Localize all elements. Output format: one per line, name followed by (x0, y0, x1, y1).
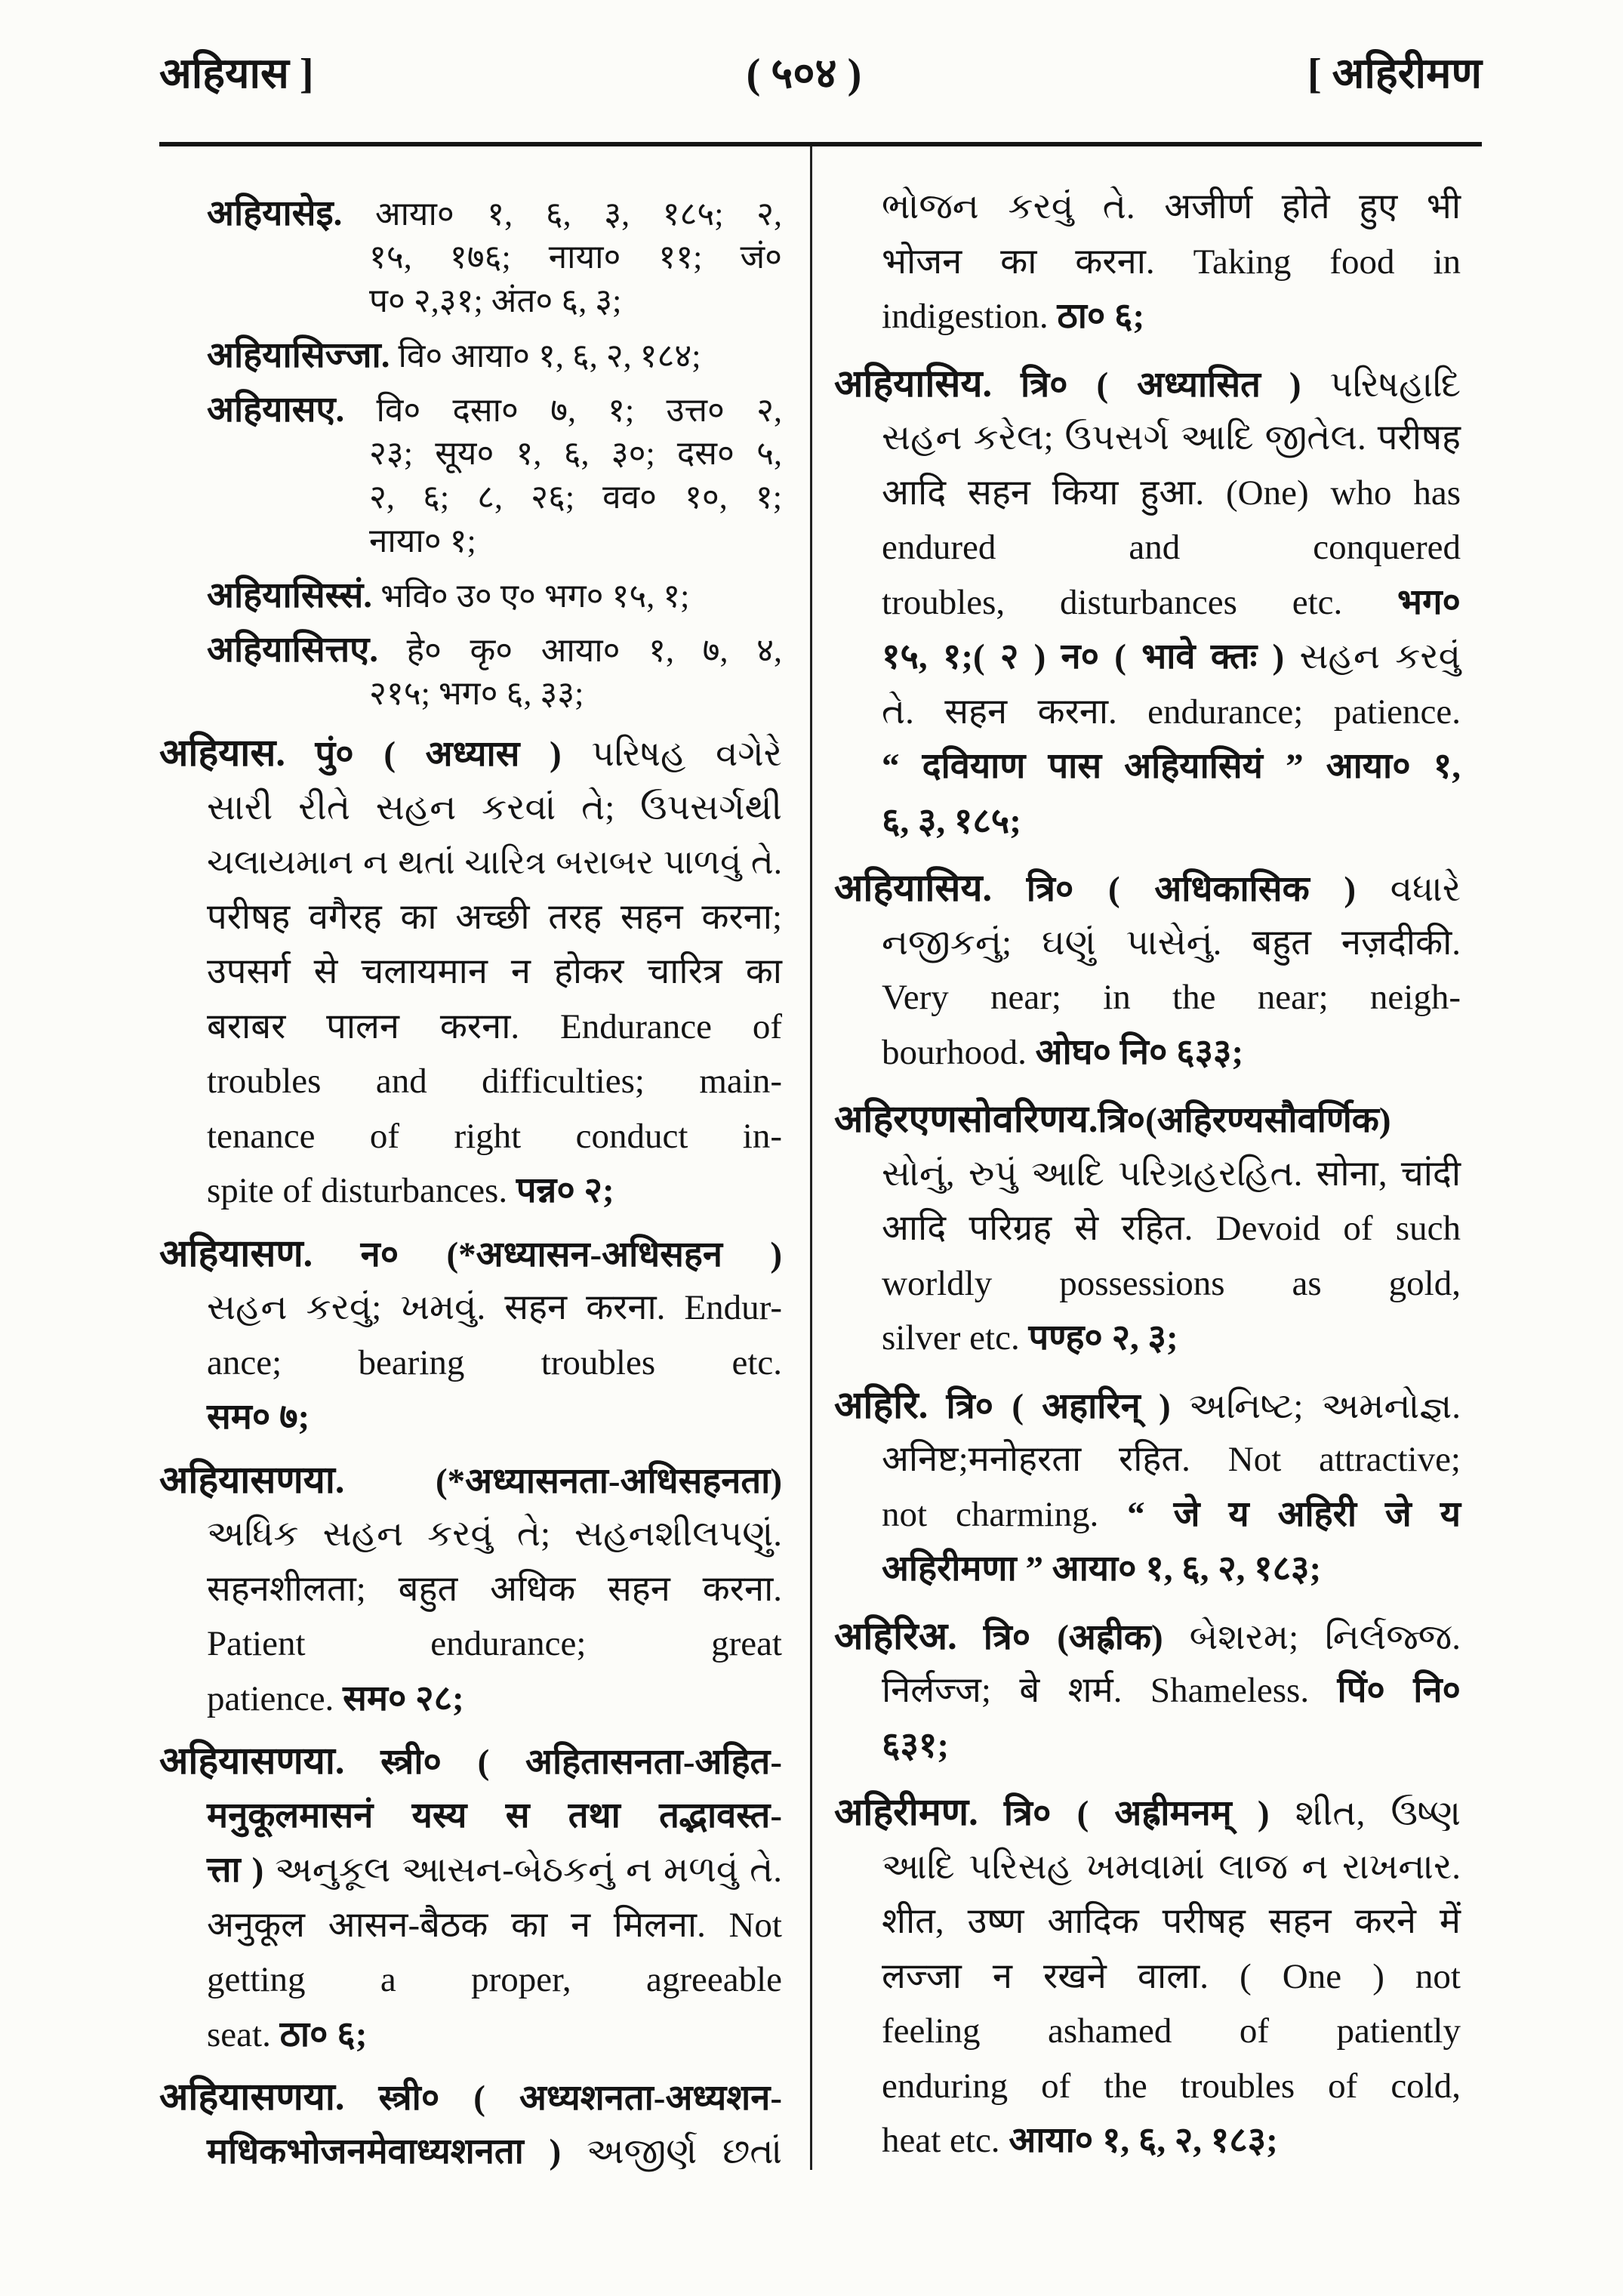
column-divider (810, 146, 812, 2170)
dictionary-entry (159, 1226, 782, 1445)
headword: अहियासण. (159, 1231, 313, 1274)
grammar-citation: ६३१; (882, 1725, 949, 1765)
gloss-text: आया० १, ६, ३, १८५; २, (342, 196, 782, 233)
entry-line (882, 180, 1461, 235)
entry-line (882, 1201, 1461, 1256)
grammar-citation: (*अध्यासनता-अधिसहनता) (344, 1461, 782, 1501)
gloss-text: સારી રીતે સહન કરવાં તે; ઉપસર્ગથી (207, 787, 782, 827)
gloss-text: શીત, ઉષ્ણ (1269, 1794, 1461, 1833)
gloss-text: आदि परिग्रह से रहित. Devoid of such (882, 1209, 1461, 1248)
entry-line (207, 1281, 782, 1336)
grammar-citation: स्त्री० ( अहितासनता-अहित- (344, 1743, 782, 1782)
gloss-text: અધિક સહન કરવું તે; સહનશીલપણું. (207, 1515, 782, 1554)
entry-line (834, 861, 1461, 916)
grammar-citation: स्त्री० ( अध्यशनता-अध्यशन- (344, 2079, 782, 2118)
gloss-text: २३; सूय० १, ६, ३०; दस० ५, (369, 435, 782, 472)
gloss-text: સહન કરવું (1284, 637, 1461, 676)
gloss-text: નજીકનું; ઘણું પાસેનું. बहुत नज़दीकी. (882, 923, 1461, 963)
gloss-text: અનિષ્ટ; અમનોજ્ઞ. (1170, 1386, 1461, 1426)
grammar-citation: पण्ह० २, ३; (1019, 1318, 1178, 1358)
headword: अहियासणया. (159, 2076, 345, 2118)
grammar-citation: पुं० ( अध्यास ) (285, 735, 562, 774)
gloss-text: patience. (207, 1678, 334, 1718)
entry-line (369, 279, 782, 323)
gloss-text: आदि सहन किया हुआ. (One) who has (882, 473, 1461, 513)
entry-line (882, 1256, 1461, 1311)
gloss-text: not charming. (882, 1494, 1099, 1534)
entry-line (207, 2008, 782, 2063)
entry-line (207, 1789, 782, 1844)
dictionary-entry (159, 1453, 782, 1727)
entry-line (207, 890, 782, 945)
entry-line (207, 2125, 782, 2180)
entry-line (207, 1843, 782, 1898)
gloss-text: परीषह वगैरह का अच्छी तरह सहन करना; (207, 897, 782, 937)
gloss-text: Patient endurance; great (207, 1624, 782, 1663)
gloss-text: ભોજન કરવું તે. अजीर्ण होते हुए भी (882, 187, 1461, 227)
entry-line (882, 794, 1461, 849)
grammar-citation: त्रि० (अह्रीक) (956, 1617, 1163, 1657)
entry-line (207, 628, 782, 672)
dictionary-entry (834, 1378, 1461, 1597)
grammar-citation: ६, ३, १८५; (882, 801, 1021, 841)
entry-line (369, 672, 782, 716)
headword: अहियासिज्जा. (207, 336, 390, 375)
gloss-text: બેશરમ; નિર્લજ્જ. (1163, 1617, 1461, 1657)
gloss-text: भोजन का करना. Taking food in (882, 242, 1461, 282)
dictionary-entry (159, 726, 782, 1219)
grammar-citation: “ दवियाण पास अहियासियं ” आया० १, (882, 747, 1461, 786)
gloss-text: नाया० १; (369, 522, 476, 559)
entry-line (834, 1378, 1461, 1433)
entry-line (207, 1616, 782, 1672)
header-rule (159, 142, 1482, 146)
entry-line (882, 1487, 1461, 1542)
gloss-text: સહન કરવું; ખમવું. सहन करना. Endur- (207, 1288, 782, 1327)
entry-line (882, 1840, 1461, 1895)
headword: अहिरएणसोवरिणय. (834, 1098, 1098, 1140)
entry-line (882, 1147, 1461, 1202)
headword: अहियासणया. (159, 1458, 345, 1501)
entry-line (882, 2004, 1461, 2059)
entry-line (834, 356, 1461, 411)
entry-line (882, 235, 1461, 290)
entry-line (207, 1952, 782, 2008)
entry-line (882, 411, 1461, 466)
sub-entry (159, 192, 782, 323)
gloss-text: silver etc. (882, 1318, 1020, 1358)
gloss-text: troubles and difficulties; main- (207, 1062, 782, 1101)
entry-line (882, 685, 1461, 740)
entry-line (882, 1894, 1461, 1949)
gloss-text: २, ६; ८, २६; वव० १०, १; (369, 479, 782, 516)
gloss-text: સહન કરેલ; ઉપસર્ગ આદિ જીતેલ. परीषह (882, 418, 1461, 458)
gloss-text: પરિષહાદિ (1301, 365, 1461, 405)
entry-line (882, 1025, 1461, 1080)
entry-line (207, 388, 782, 432)
entry-line (207, 945, 782, 1000)
grammar-citation: मधिकभोजनमेवाध्यशनता ) (207, 2131, 562, 2171)
entry-line (207, 835, 782, 890)
entry-line (882, 1663, 1461, 1718)
gloss-text: १५, १७६; नाया० ११; जं० (369, 239, 782, 276)
gloss-text: getting a proper, agreeable (207, 1960, 782, 1999)
grammar-citation: ओघ० नि० ६३३; (1026, 1032, 1244, 1072)
headword: अहिरिअ. (834, 1614, 957, 1657)
entry-line (834, 1092, 1461, 1147)
gloss-text: feeling ashamed of patiently (882, 2011, 1461, 2051)
gloss-text: enduring of the troubles of cold, (882, 2066, 1461, 2106)
gloss-text: આદિ પરિસહ ખમવામાં લાજ ન રાખનાર. (882, 1847, 1461, 1887)
entry-line (834, 1785, 1461, 1840)
entry-line (882, 466, 1461, 521)
left-column (159, 192, 782, 2179)
headword: अहियास. (159, 732, 285, 774)
headword: अहियासित्तए. (207, 630, 379, 670)
grammar-citation: त्रि० ( अह्रीमनम् ) (978, 1794, 1270, 1833)
headword: अहियासिय. (834, 362, 993, 405)
gloss-text: endured and conquered (882, 528, 1461, 567)
entry-line (882, 1432, 1461, 1487)
gloss-text: निर्लज्ज; बे शर्म. Shameless. (882, 1671, 1310, 1710)
gloss-text: हे० कृ० आया० १, ७, ४, (378, 632, 782, 669)
gloss-text: seat. (207, 2014, 271, 2054)
headword: अहिरीमण. (834, 1791, 978, 1833)
dictionary-entry (834, 1609, 1461, 1774)
grammar-citation: त्रि० ( अधिकासिक ) (992, 870, 1357, 909)
grammar-citation: “ जे य अहिरी जे य (1098, 1494, 1461, 1534)
entry-line (207, 1507, 782, 1562)
entry-line (207, 334, 782, 378)
entry-line (207, 1336, 782, 1391)
entry-line (834, 1609, 1461, 1664)
gloss-text: tenance of right conduct in- (207, 1116, 782, 1156)
grammar-citation: पन्न० २; (507, 1171, 614, 1210)
entry-line (207, 1672, 782, 1727)
entry-line (159, 1453, 782, 1508)
dictionary-entry (159, 2069, 782, 2179)
gloss-text: bourhood. (882, 1032, 1027, 1072)
entry-line (207, 192, 782, 236)
gloss-text: વધારે (1356, 870, 1461, 909)
grammar-citation: मनुकूलमासनं यस्य स तथा तद्भावस्त- (207, 1795, 782, 1835)
entry-line (207, 1898, 782, 1953)
sub-entry (159, 388, 782, 563)
gloss-text: अनुकूल आसन-बैठक का न मिलना. Not (207, 1905, 782, 1945)
grammar-citation: पिं० नि० (1309, 1671, 1461, 1710)
entry-line (369, 476, 782, 519)
gloss-text: worldly possessions as gold, (882, 1263, 1461, 1303)
gloss-text: प० २,३१; अंत० ६, ३; (369, 282, 622, 319)
gloss-text: troubles, disturbances etc. (882, 582, 1343, 622)
headword: अहियासिय. (834, 867, 993, 909)
gloss-text: वि० दसा० ७, १; उत्त० २, (344, 392, 782, 429)
entry-line (882, 575, 1461, 630)
entry-line (207, 1562, 782, 1617)
gloss-text: सहनशीलता; बहुत अधिक सहन करना. (207, 1569, 782, 1609)
gloss-text: પરિષહ વગેરે (561, 735, 782, 774)
entry-line (882, 739, 1461, 794)
headword: अहिरि. (834, 1383, 929, 1426)
headword: अहियासिस्सं. (207, 576, 373, 615)
entry-line (207, 1054, 782, 1109)
entry-line (207, 574, 782, 618)
grammar-citation: भग० (1342, 582, 1461, 622)
dictionary-entry (159, 1734, 782, 2062)
gloss-text: वि० आया० १, ६, २, १८४; (390, 337, 701, 374)
entry-line (882, 1949, 1461, 2005)
entry-line (207, 1390, 782, 1445)
right-column (834, 180, 1461, 2168)
sub-entry (159, 628, 782, 716)
entry-line (882, 289, 1461, 344)
entry-line (369, 519, 782, 563)
entry-continuation (834, 180, 1461, 344)
gloss-text: heat etc. (882, 2121, 1000, 2160)
grammar-citation: त्रि० ( अहारिन् ) (928, 1386, 1171, 1426)
entry-line (207, 1000, 782, 1055)
gloss-text: ચલાયમાન ન થતાં ચારિત્ર બરાબર પાળવું તે. (207, 843, 782, 881)
entry-line (159, 726, 782, 781)
grammar-citation: त्रि०(अहिरण्यसौवर्णिक) (1098, 1101, 1391, 1140)
entry-line (882, 1718, 1461, 1774)
grammar-citation: सम० ७; (207, 1398, 310, 1437)
dictionary-entry (834, 356, 1461, 849)
grammar-citation: १५, १;( २ ) न० ( भावे क्तः ) (882, 637, 1285, 676)
dictionary-entry (834, 1785, 1461, 2168)
gloss-text: शीत, उष्ण आदिक परीषह सहन करने में (882, 1902, 1461, 1941)
entry-line (207, 781, 782, 836)
page-number: ( ५०४ ) (746, 51, 862, 97)
gloss-text: ance; bearing troubles etc. (207, 1342, 782, 1382)
gloss-text: अनिष्ट;मनोहरता रहित. Not attractive; (882, 1440, 1461, 1479)
entry-line (882, 520, 1461, 575)
entry-line (159, 1226, 782, 1281)
headword: अहियासेइ. (207, 194, 343, 233)
entry-line (882, 970, 1461, 1025)
entry-line (882, 2113, 1461, 2168)
running-head-left: अहियास ] (159, 51, 314, 97)
grammar-citation: न० (*अध्यासन-अधिसहन ) (313, 1234, 782, 1274)
entry-line (159, 2069, 782, 2125)
entry-line (207, 1163, 782, 1219)
headword: अहियासणया. (159, 1740, 345, 1782)
entry-line (882, 2059, 1461, 2114)
gloss-text: સોનું, રુપું આદિ પરિગ્રહરહિત. सोना, चांदी (882, 1154, 1461, 1194)
grammar-citation: ठा० ६; (270, 2014, 368, 2054)
gloss-text: Very near; in the near; neigh- (882, 978, 1461, 1017)
gloss-text: उपसर्ग से चलायमान न होकर चारित्र का (207, 952, 782, 991)
gloss-text: તે. सहन करना. endurance; patience. (882, 692, 1461, 732)
grammar-citation: सम० २८; (334, 1678, 464, 1718)
entry-line (207, 1109, 782, 1164)
grammar-citation: त्रि० ( अध्यासित ) (992, 365, 1301, 405)
sub-entry (159, 334, 782, 378)
gloss-text: spite of disturbances. (207, 1171, 508, 1210)
grammar-citation: ठा० ६; (1048, 297, 1145, 336)
entry-line (882, 1542, 1461, 1597)
dictionary-entry (834, 1092, 1461, 1366)
gloss-text: भवि० उ० ए० भग० १५, १; (372, 578, 690, 615)
sub-entry (159, 574, 782, 618)
gloss-text: २१५; भग० ६, ३३; (369, 675, 584, 712)
entry-line (369, 236, 782, 279)
gloss-text: અનુકૂલ આસન-બેઠકનું ન મળવું તે. (263, 1851, 782, 1890)
entry-line (882, 916, 1461, 971)
grammar-citation: त्ता ) (207, 1851, 264, 1890)
dictionary-entry (834, 861, 1461, 1080)
gloss-text: बराबर पालन करना. Endurance of (207, 1006, 782, 1046)
grammar-citation: अहिरीमणा ” आया० १, ६, २, १८३; (882, 1549, 1322, 1589)
headword: अहियासए. (207, 390, 345, 430)
gloss-text: indigestion. (882, 297, 1049, 336)
entry-line (882, 1311, 1461, 1366)
gloss-text: અજીર્ણ છતાં (561, 2131, 782, 2171)
running-head-right: [ अहिरीमण (1307, 51, 1482, 97)
entry-line (369, 432, 782, 476)
entry-line (159, 1734, 782, 1789)
gloss-text: लज्जा न रखने वाला. ( One ) not (882, 1956, 1461, 1996)
grammar-citation: आया० १, ६, २, १८३; (999, 2121, 1278, 2160)
entry-line (882, 630, 1461, 685)
